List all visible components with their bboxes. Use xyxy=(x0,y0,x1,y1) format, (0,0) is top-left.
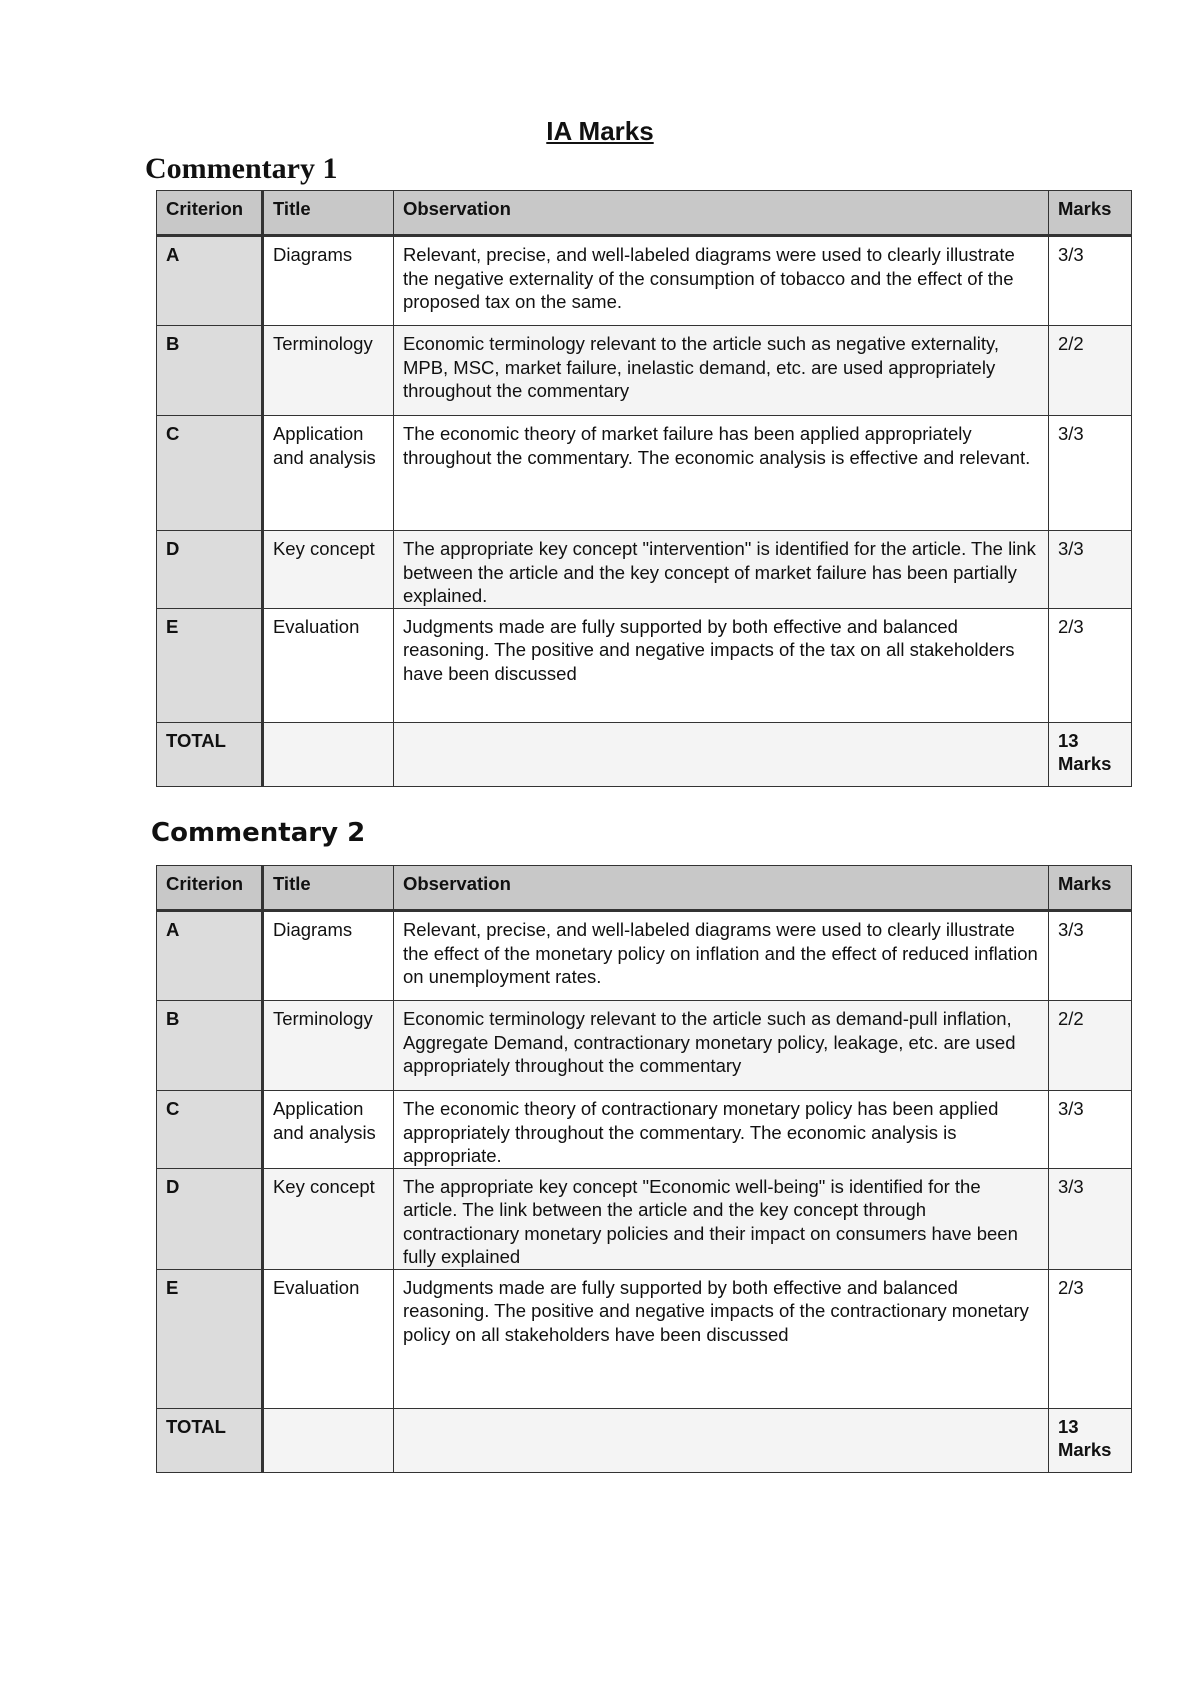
marks-cell: 3/3 xyxy=(1048,416,1131,531)
table-header-row xyxy=(157,191,1132,236)
table-header-row xyxy=(157,866,1132,911)
table-row xyxy=(157,1001,1132,1091)
criterion-cell: C xyxy=(157,1091,263,1169)
observation-cell: Relevant, precise, and well-labeled diagrams were used to clearly illustrate the effect of the monetary policy on inflation and the effect of reduced inflation on unemployment rates. xyxy=(393,911,1048,1001)
marks-cell: 2/2 xyxy=(1048,326,1131,416)
title-cell: Evaluation xyxy=(262,1269,393,1408)
header-title: Title xyxy=(262,191,393,236)
header-observation: Observation xyxy=(393,191,1048,236)
header-marks: Marks xyxy=(1048,866,1131,911)
table-row xyxy=(157,1091,1132,1169)
observation-cell: Economic terminology relevant to the article such as negative externality, MPB, MSC, market failure, inelastic demand, etc. are used appropriately throughout the commentary xyxy=(393,326,1048,416)
table-row xyxy=(157,1168,1132,1269)
title-cell: Key concept xyxy=(262,1168,393,1269)
empty-cell xyxy=(262,1408,393,1472)
header-observation: Observation xyxy=(393,866,1048,911)
total-label: TOTAL xyxy=(157,722,263,786)
marks-cell: 2/3 xyxy=(1048,1269,1131,1408)
observation-cell: The appropriate key concept "intervention" is identified for the article. The link between the article and the key concept of market failure has been partially explained. xyxy=(393,531,1048,609)
empty-cell xyxy=(262,722,393,786)
criterion-cell: A xyxy=(157,236,263,326)
title-cell: Application and analysis xyxy=(262,416,393,531)
marks-cell: 3/3 xyxy=(1048,531,1131,609)
marks-cell: 3/3 xyxy=(1048,1091,1131,1169)
criterion-cell: E xyxy=(157,608,263,722)
observation-cell: Judgments made are fully supported by both effective and balanced reasoning. The positive and negative impacts of the contractionary monetary policy on all stakeholders have been discussed xyxy=(393,1269,1048,1408)
marks-cell: 3/3 xyxy=(1048,911,1131,1001)
marks-cell: 2/2 xyxy=(1048,1001,1131,1091)
table-row xyxy=(157,326,1132,416)
observation-cell: Relevant, precise, and well-labeled diagrams were used to clearly illustrate the negative externality of the consumption of tobacco and the effect of the proposed tax on the same. xyxy=(393,236,1048,326)
title-cell: Evaluation xyxy=(262,608,393,722)
criterion-cell: C xyxy=(157,416,263,531)
observation-cell: The appropriate key concept "Economic well-being" is identified for the article. The link between the article and the key concept through contractionary monetary policies and their impact on consumers have been fully explained xyxy=(393,1168,1048,1269)
observation-cell: Economic terminology relevant to the article such as demand-pull inflation, Aggregate Demand, contractionary monetary policy, leakage, etc. are used appropriately throughout the commentary xyxy=(393,1001,1048,1091)
commentary-2-table xyxy=(156,865,1132,1473)
total-marks: 13 Marks xyxy=(1048,1408,1131,1472)
criterion-cell: B xyxy=(157,1001,263,1091)
title-cell: Application and analysis xyxy=(262,1091,393,1169)
commentary-2-heading: Commentary 2 xyxy=(151,818,366,848)
empty-cell xyxy=(393,722,1048,786)
header-title: Title xyxy=(262,866,393,911)
title-cell: Terminology xyxy=(262,326,393,416)
marks-cell: 2/3 xyxy=(1048,608,1131,722)
table-row xyxy=(157,416,1132,531)
total-label: TOTAL xyxy=(157,1408,263,1472)
table-row xyxy=(157,531,1132,609)
marks-cell: 3/3 xyxy=(1048,1168,1131,1269)
table-row xyxy=(157,911,1132,1001)
observation-cell: Judgments made are fully supported by both effective and balanced reasoning. The positive and negative impacts of the tax on all stakeholders have been discussed xyxy=(393,608,1048,722)
table-row xyxy=(157,608,1132,722)
criterion-cell: E xyxy=(157,1269,263,1408)
title-cell: Terminology xyxy=(262,1001,393,1091)
table-row xyxy=(157,236,1132,326)
criterion-cell: D xyxy=(157,1168,263,1269)
total-row xyxy=(157,722,1132,786)
criterion-cell: B xyxy=(157,326,263,416)
empty-cell xyxy=(393,1408,1048,1472)
total-marks: 13 Marks xyxy=(1048,722,1131,786)
observation-cell: The economic theory of market failure has been applied appropriately throughout the commentary. The economic analysis is effective and relevant. xyxy=(393,416,1048,531)
title-cell: Diagrams xyxy=(262,911,393,1001)
criterion-cell: A xyxy=(157,911,263,1001)
observation-cell: The economic theory of contractionary monetary policy has been applied appropriately throughout the commentary. The economic analysis is appropriate. xyxy=(393,1091,1048,1169)
document-title: IA Marks xyxy=(546,116,654,146)
marks-cell: 3/3 xyxy=(1048,236,1131,326)
criterion-cell: D xyxy=(157,531,263,609)
header-marks: Marks xyxy=(1048,191,1131,236)
commentary-1-heading: Commentary 1 xyxy=(145,152,338,185)
total-row xyxy=(157,1408,1132,1472)
title-cell: Diagrams xyxy=(262,236,393,326)
table-row xyxy=(157,1269,1132,1408)
commentary-1-table xyxy=(156,190,1132,787)
title-cell: Key concept xyxy=(262,531,393,609)
header-criterion: Criterion xyxy=(157,866,263,911)
header-criterion: Criterion xyxy=(157,191,263,236)
